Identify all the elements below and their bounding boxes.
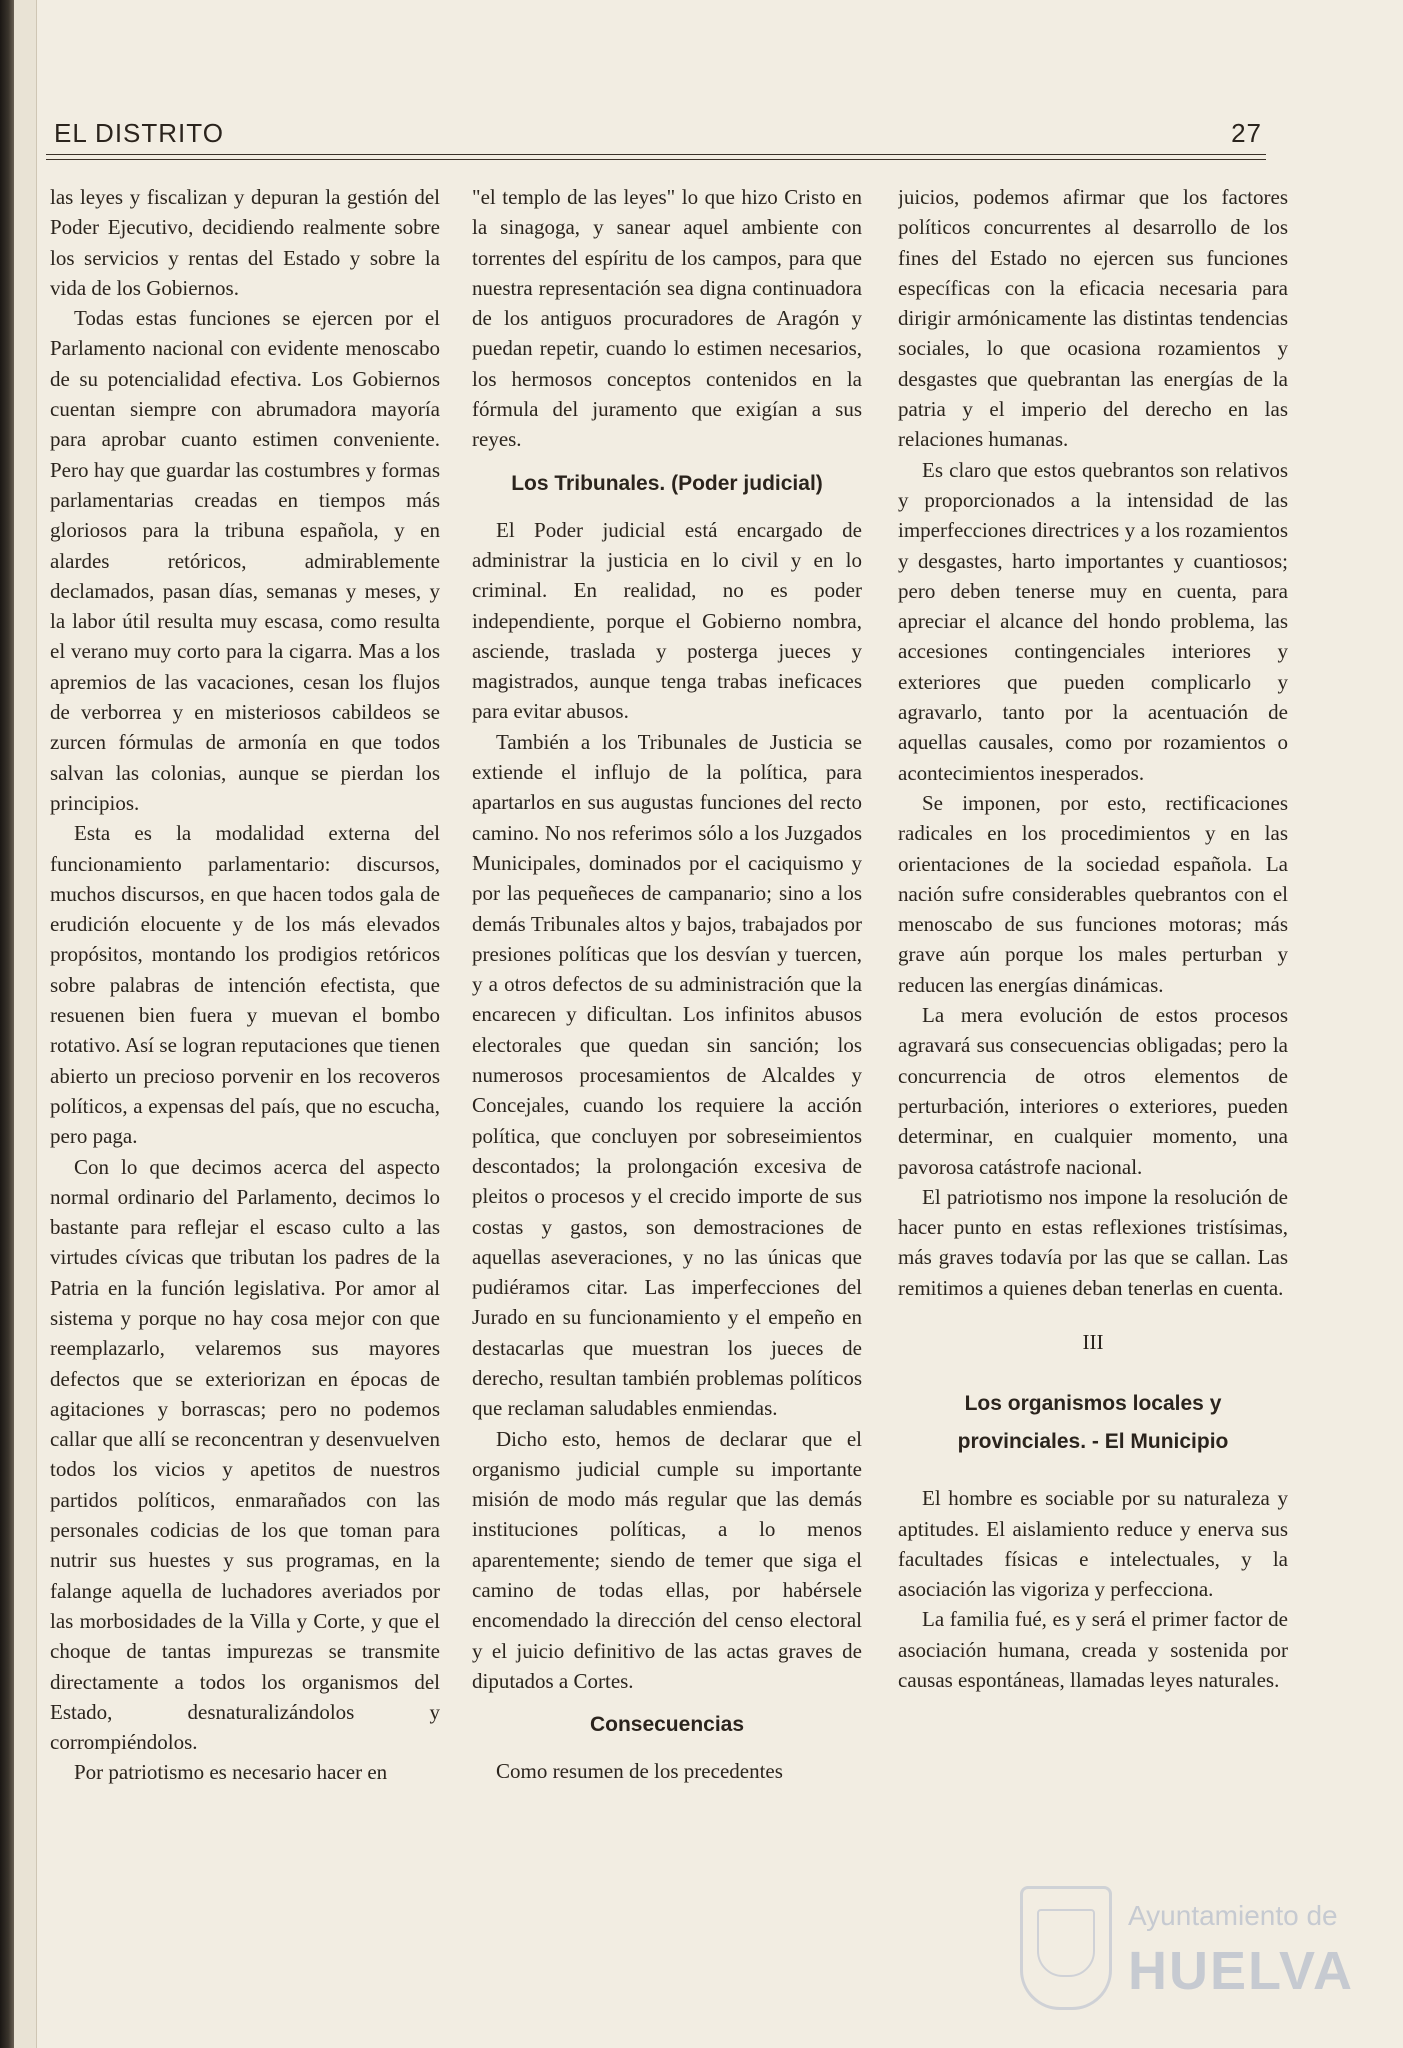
publication-title: EL DISTRITO <box>54 118 224 148</box>
text-column-3 <box>898 182 1288 1922</box>
running-header <box>54 118 1262 152</box>
paragraph: Esta es la modalidad externa del funcionamiento parlamentario: discursos, muchos discursos, en que hacen todos gala de erudición elocuente y de los más elevados propósitos, montando los prodigios retóricos sobre palabras de intención efectista, que resuenen bien fuera y muevan el bombo rotativo. Así se logran reputaciones que tienen abierto un precioso porvenir en los recoveros políticos, a expensas del país, que no escucha, pero paga. <box>50 821 440 1149</box>
paragraph: La mera evolución de estos procesos agravará sus consecuencias obligadas; pero la concurrencia de otros elementos de perturbación, interiores o exteriores, pueden determinar, en cualquier momento, una pavorosa catástrofe nacional. <box>898 1003 1288 1179</box>
paragraph: Como resumen de los precedentes <box>496 1759 783 1784</box>
paragraph: La familia fué, es y será el primer factor de asociación humana, creada y sostenida por causas espontáneas, llamadas leyes naturales. <box>898 1607 1288 1693</box>
header-rule <box>46 154 1266 155</box>
paragraph: El patriotismo nos impone la resolución de hacer punto en estas reflexiones tristísimas, más graves todavía por las que se callan. Las remitimos a quienes deban tenerlas en cuenta. <box>898 1184 1288 1300</box>
paragraph: El hombre es sociable por su naturaleza y aptitudes. El aislamiento reduce y enerva sus facultades físicas e intelectuales, y la asociación las vigoriza y perfecciona. <box>898 1486 1288 1602</box>
text-column-1 <box>50 182 440 1922</box>
paragraph: Por patriotismo es necesario hacer en <box>74 1760 388 1785</box>
section-heading-consecuencias: Consecuencias <box>589 1713 745 1737</box>
paragraph: Es claro que estos quebrantos son relativos y proporcionados a la intensidad de las imperfecciones directrices y a los rozamientos y desgastes, harto importantes y cuantiosos; pero deben tenerse muy en cuenta, para apreciar el alcance del hondo problema, las accesiones contingenciales interiores y exteriores que pueden complicarlo y agravarlo, tanto por la acentuación de aquellas causales, como por rozamientos o acontecimientos inesperados. <box>898 457 1288 785</box>
paragraph: "el templo de las leyes" lo que hizo Cristo en la sinagoga, y sanear aquel ambiente con torrentes del espíritu de los campos, para que nuestra representación sea digna continuadora de los antiguos procuradores de Aragón y puedan repetir, cuando lo estimen necesarios, los hermosos conceptos contenidos en la fórmula del juramento que exigían a sus reyes. <box>472 185 862 452</box>
watermark-line-2: HUELVA <box>1128 1941 1354 2001</box>
section-number: III <box>1082 1329 1104 1354</box>
coat-of-arms-icon <box>1020 1886 1112 2010</box>
paragraph: juicios, podemos afirmar que los factores políticos concurrentes al desarrollo de los fines del Estado no ejercen sus funciones específicas con la eficacia necesaria para dirigir armónicamente las distintas tendencias sociales, lo que ocasiona rozamientos y desgastes que quebrantan las energías de la patria y el imperio del derecho en las relaciones humanas. <box>898 185 1288 452</box>
book-spine <box>0 0 14 2048</box>
section-heading-tribunales: Los Tribunales. (Poder judicial) <box>511 471 823 495</box>
paragraph: las leyes y fiscalizan y depuran la gestión del Poder Ejecutivo, decidiendo realmente sobre los servicios y rentas del Estado y sobre la vida de los Gobiernos. <box>50 185 440 300</box>
paragraph: Todas estas funciones se ejercen por el Parlamento nacional con evidente menoscabo de su potencialidad efectiva. Los Gobiernos cuentan siempre con abrumadora mayoría para aprobar cuanto estimen conveniente. Pero hay que guardar las costumbres y formas parlamentarias creadas en tiempos más gloriosos para la tribuna española, y en alardes retóricos, admirablemente declamados, pasan días, semanas y meses, y la labor útil resulta muy escasa, como resulta el verano muy corto para la cigarra. Mas a los apremios de las vacaciones, cesan los flujos de verborrea y en misteriosos cabildeos se zurcen fórmulas de armonía en que todos salvan las colonias, aunque se pierdan los principios. <box>50 306 440 815</box>
paragraph: El Poder judicial está encargado de administrar la justicia en lo civil y en lo criminal. En realidad, no es poder independiente, porque el Gobierno nombra, asciende, traslada y posterga jueces y magistrados, aunque tenga trabas ineficaces para evitar abusos. <box>472 517 862 724</box>
text-column-2 <box>472 182 862 1922</box>
archive-watermark <box>1020 1880 1354 2020</box>
facing-page-edge <box>14 0 37 2048</box>
section-heading-municipio: Los organismos locales y provinciales. - El Municipio <box>957 1392 1229 1454</box>
page-number: 27 <box>1231 118 1262 148</box>
paragraph: Se imponen, por esto, rectificaciones radicales en los procedimientos y en las orientaciones de la sociedad española. La nación sufre considerables quebrantos con el menoscabo de sus funciones motoras; más grave aún porque los males perturban y reducen las energías dinámicas. <box>898 790 1288 997</box>
paragraph: También a los Tribunales de Justicia se extiende el influjo de la política, para apartarlos en sus augustas funciones del recto camino. No nos referimos sólo a los Juzgados Municipales, dominados por el caciquismo y por las pequeñeces de campanario; sino a los demás Tribunales altos y bajos, trabajados por presiones políticas que los desvían y tuercen, y a otros defectos de su administración que la encarecen y dificultan. Los infinitos abusos electorales que quedan sin sanción; los numerosos procesamientos de Alcaldes y Concejales, cuando los requiere la acción política, que concluyen por sobreseimientos descontados; la prolongación excesiva de pleitos o procesos y el crecido importe de sus costas y gastos, son demostraciones de aquellas aseveraciones, y no las únicas que pudiéramos citar. Las imperfecciones del Jurado en su funcionamiento y el empeño en destacarlas que muestran los jueces de derecho, resultan también problemas políticos que reclaman saludables enmiendas. <box>472 729 862 1421</box>
paragraph: Con lo que decimos acerca del aspecto normal ordinario del Parlamento, decimos lo bastante para reflejar el escaso culto a las virtudes cívicas que tributan los padres de la Patria en la función legislativa. Por amor al sistema y porque no hay cosa mejor con que reemplazarlo, velaremos sus mayores defectos que se exteriorizan en épocas de agitaciones y borrascas; pero no podemos callar que allí se reconcentran y desenvuelven todos los vicios y apetitos de nuestros partidos políticos, enmarañados con las personales codicias de los que toman para nutrir sus huestes y sus programas, en la falange aquella de luchadores averiados por las morbosidades de la Villa y Corte, y que el choque de tantas impurezas se transmite directamente a todos los organismos del Estado, desnaturalizándolos y corrompiéndolos. <box>50 1154 440 1755</box>
watermark-line-1: Ayuntamiento de <box>1128 1900 1338 1931</box>
paragraph: Dicho esto, hemos de declarar que el organismo judicial cumple su importante misión de modo más regular que las demás instituciones políticas, a lo menos aparentemente; siendo de temer que siga el camino de todas ellas, por habérsele encomendado la dirección del censo electoral y el juicio definitivo de las actas graves de diputados a Cortes. <box>472 1426 862 1693</box>
header-rule-secondary <box>46 159 1266 160</box>
